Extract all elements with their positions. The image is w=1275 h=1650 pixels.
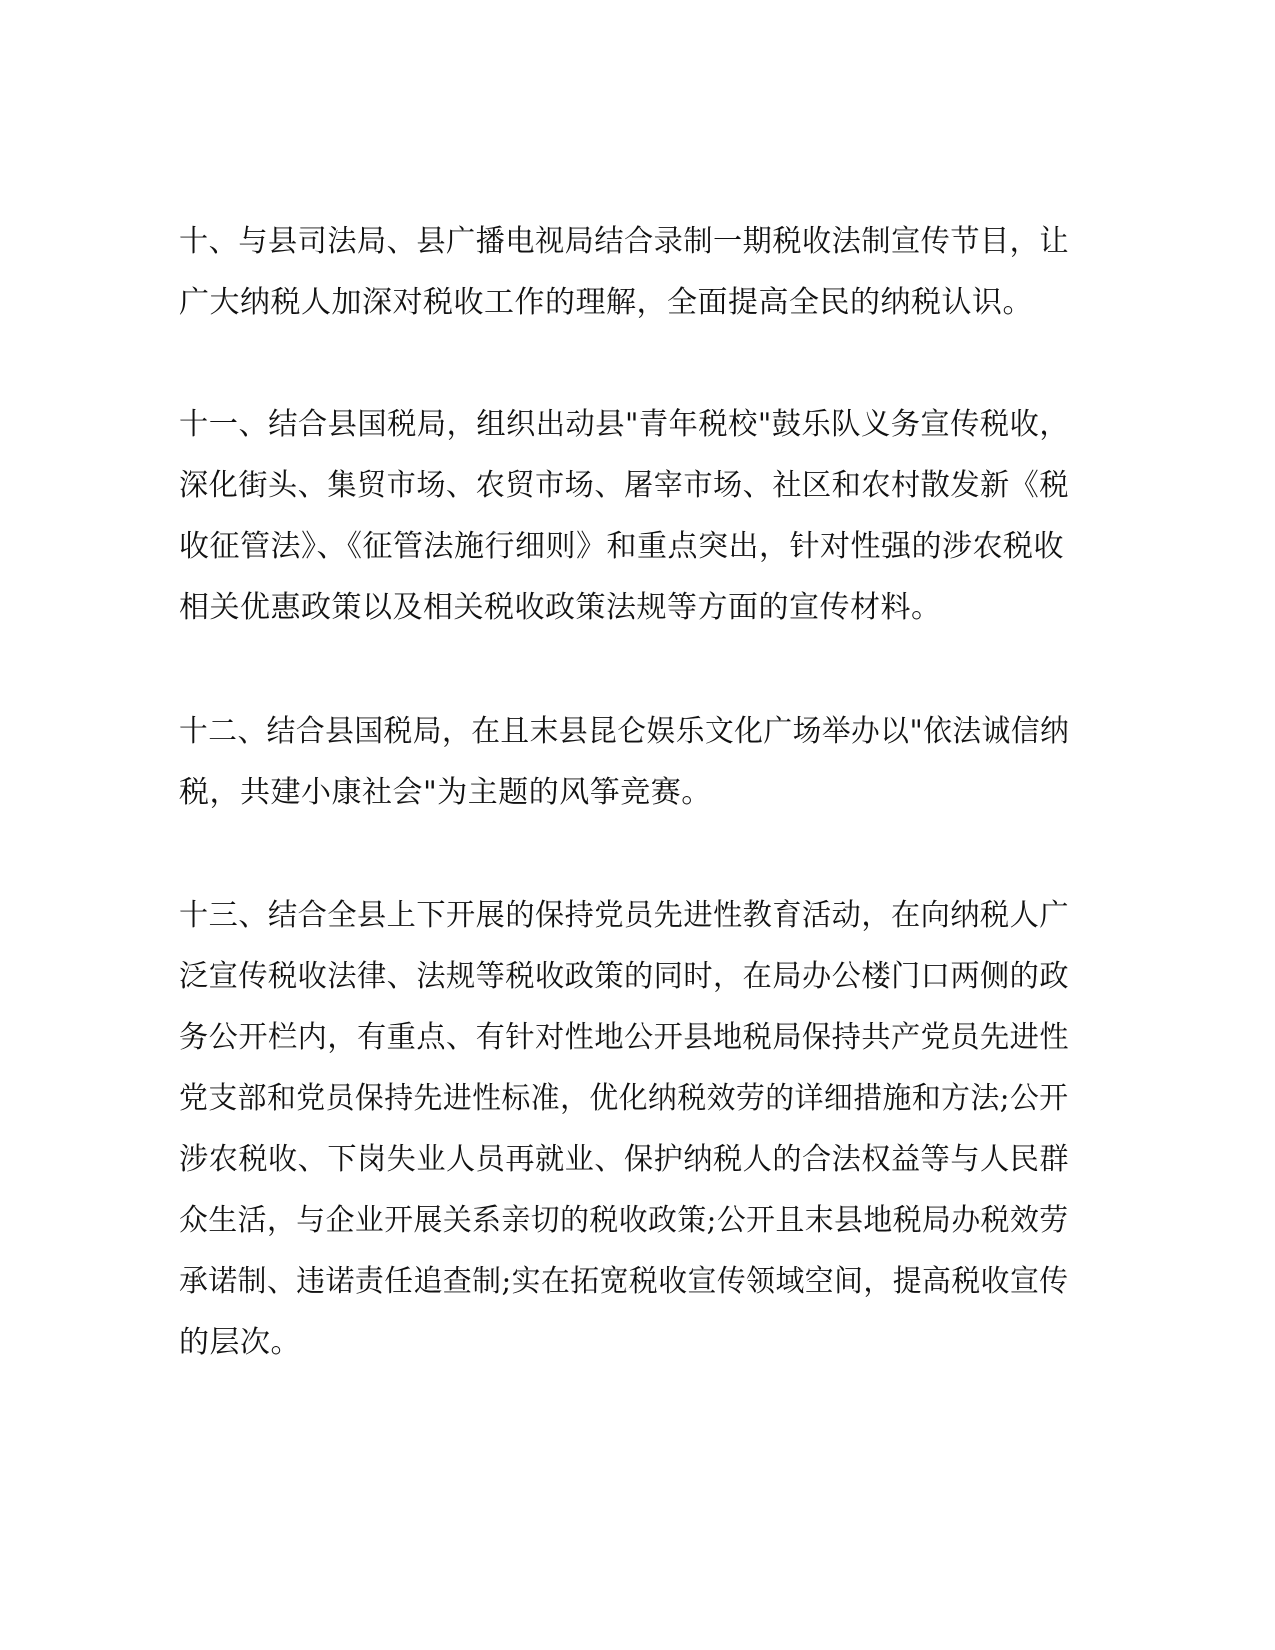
paragraph-line: 涉农税收、下岗失业人员再就业、保护纳税人的合法权益等与人民群 xyxy=(179,1142,1069,1177)
paragraph-line: 十一、结合县国税局，组织出动县"青年税校"鼓乐队义务宣传税收， xyxy=(179,407,1070,442)
paragraph-line: 泛宣传税收法律、法规等税收政策的同时，在局办公楼门口两侧的政 xyxy=(179,959,1069,994)
paragraph-line: 税，共建小康社会"为主题的风筝竞赛。 xyxy=(179,775,712,810)
paragraph-line: 十三、结合全县上下开展的保持党员先进性教育活动，在向纳税人广 xyxy=(179,898,1069,933)
paragraph-line: 众生活，与企业开展关系亲切的税收政策;公开且末县地税局办税效劳 xyxy=(179,1203,1069,1238)
paragraph-line: 务公开栏内，有重点、有针对性地公开县地税局保持共产党员先进性 xyxy=(179,1020,1069,1055)
paragraph-line: 收征管法》、《征管法施行细则》和重点突出，针对性强的涉农税收 xyxy=(179,529,1064,564)
paragraph-line: 十二、结合县国税局，在且末县昆仑娱乐文化广场举办以"依法诚信纳 xyxy=(179,714,1070,749)
paragraph-line: 承诺制、违诺责任追查制;实在拓宽税收宣传领域空间，提高税收宣传 xyxy=(179,1264,1069,1299)
paragraph-line: 广大纳税人加深对税收工作的理解，全面提高全民的纳税认识。 xyxy=(179,285,1033,320)
paragraph-line: 十、与县司法局、县广播电视局结合录制一期税收法制宣传节目，让 xyxy=(179,224,1069,259)
paragraph-line: 的层次。 xyxy=(179,1325,301,1360)
paragraph-line: 相关优惠政策以及相关税收政策法规等方面的宣传材料。 xyxy=(179,590,942,625)
paragraph-line: 党支部和党员保持先进性标准，优化纳税效劳的详细措施和方法;公开 xyxy=(179,1081,1069,1116)
paragraph-line: 深化街头、集贸市场、农贸市场、屠宰市场、社区和农村散发新《税 xyxy=(179,468,1069,503)
